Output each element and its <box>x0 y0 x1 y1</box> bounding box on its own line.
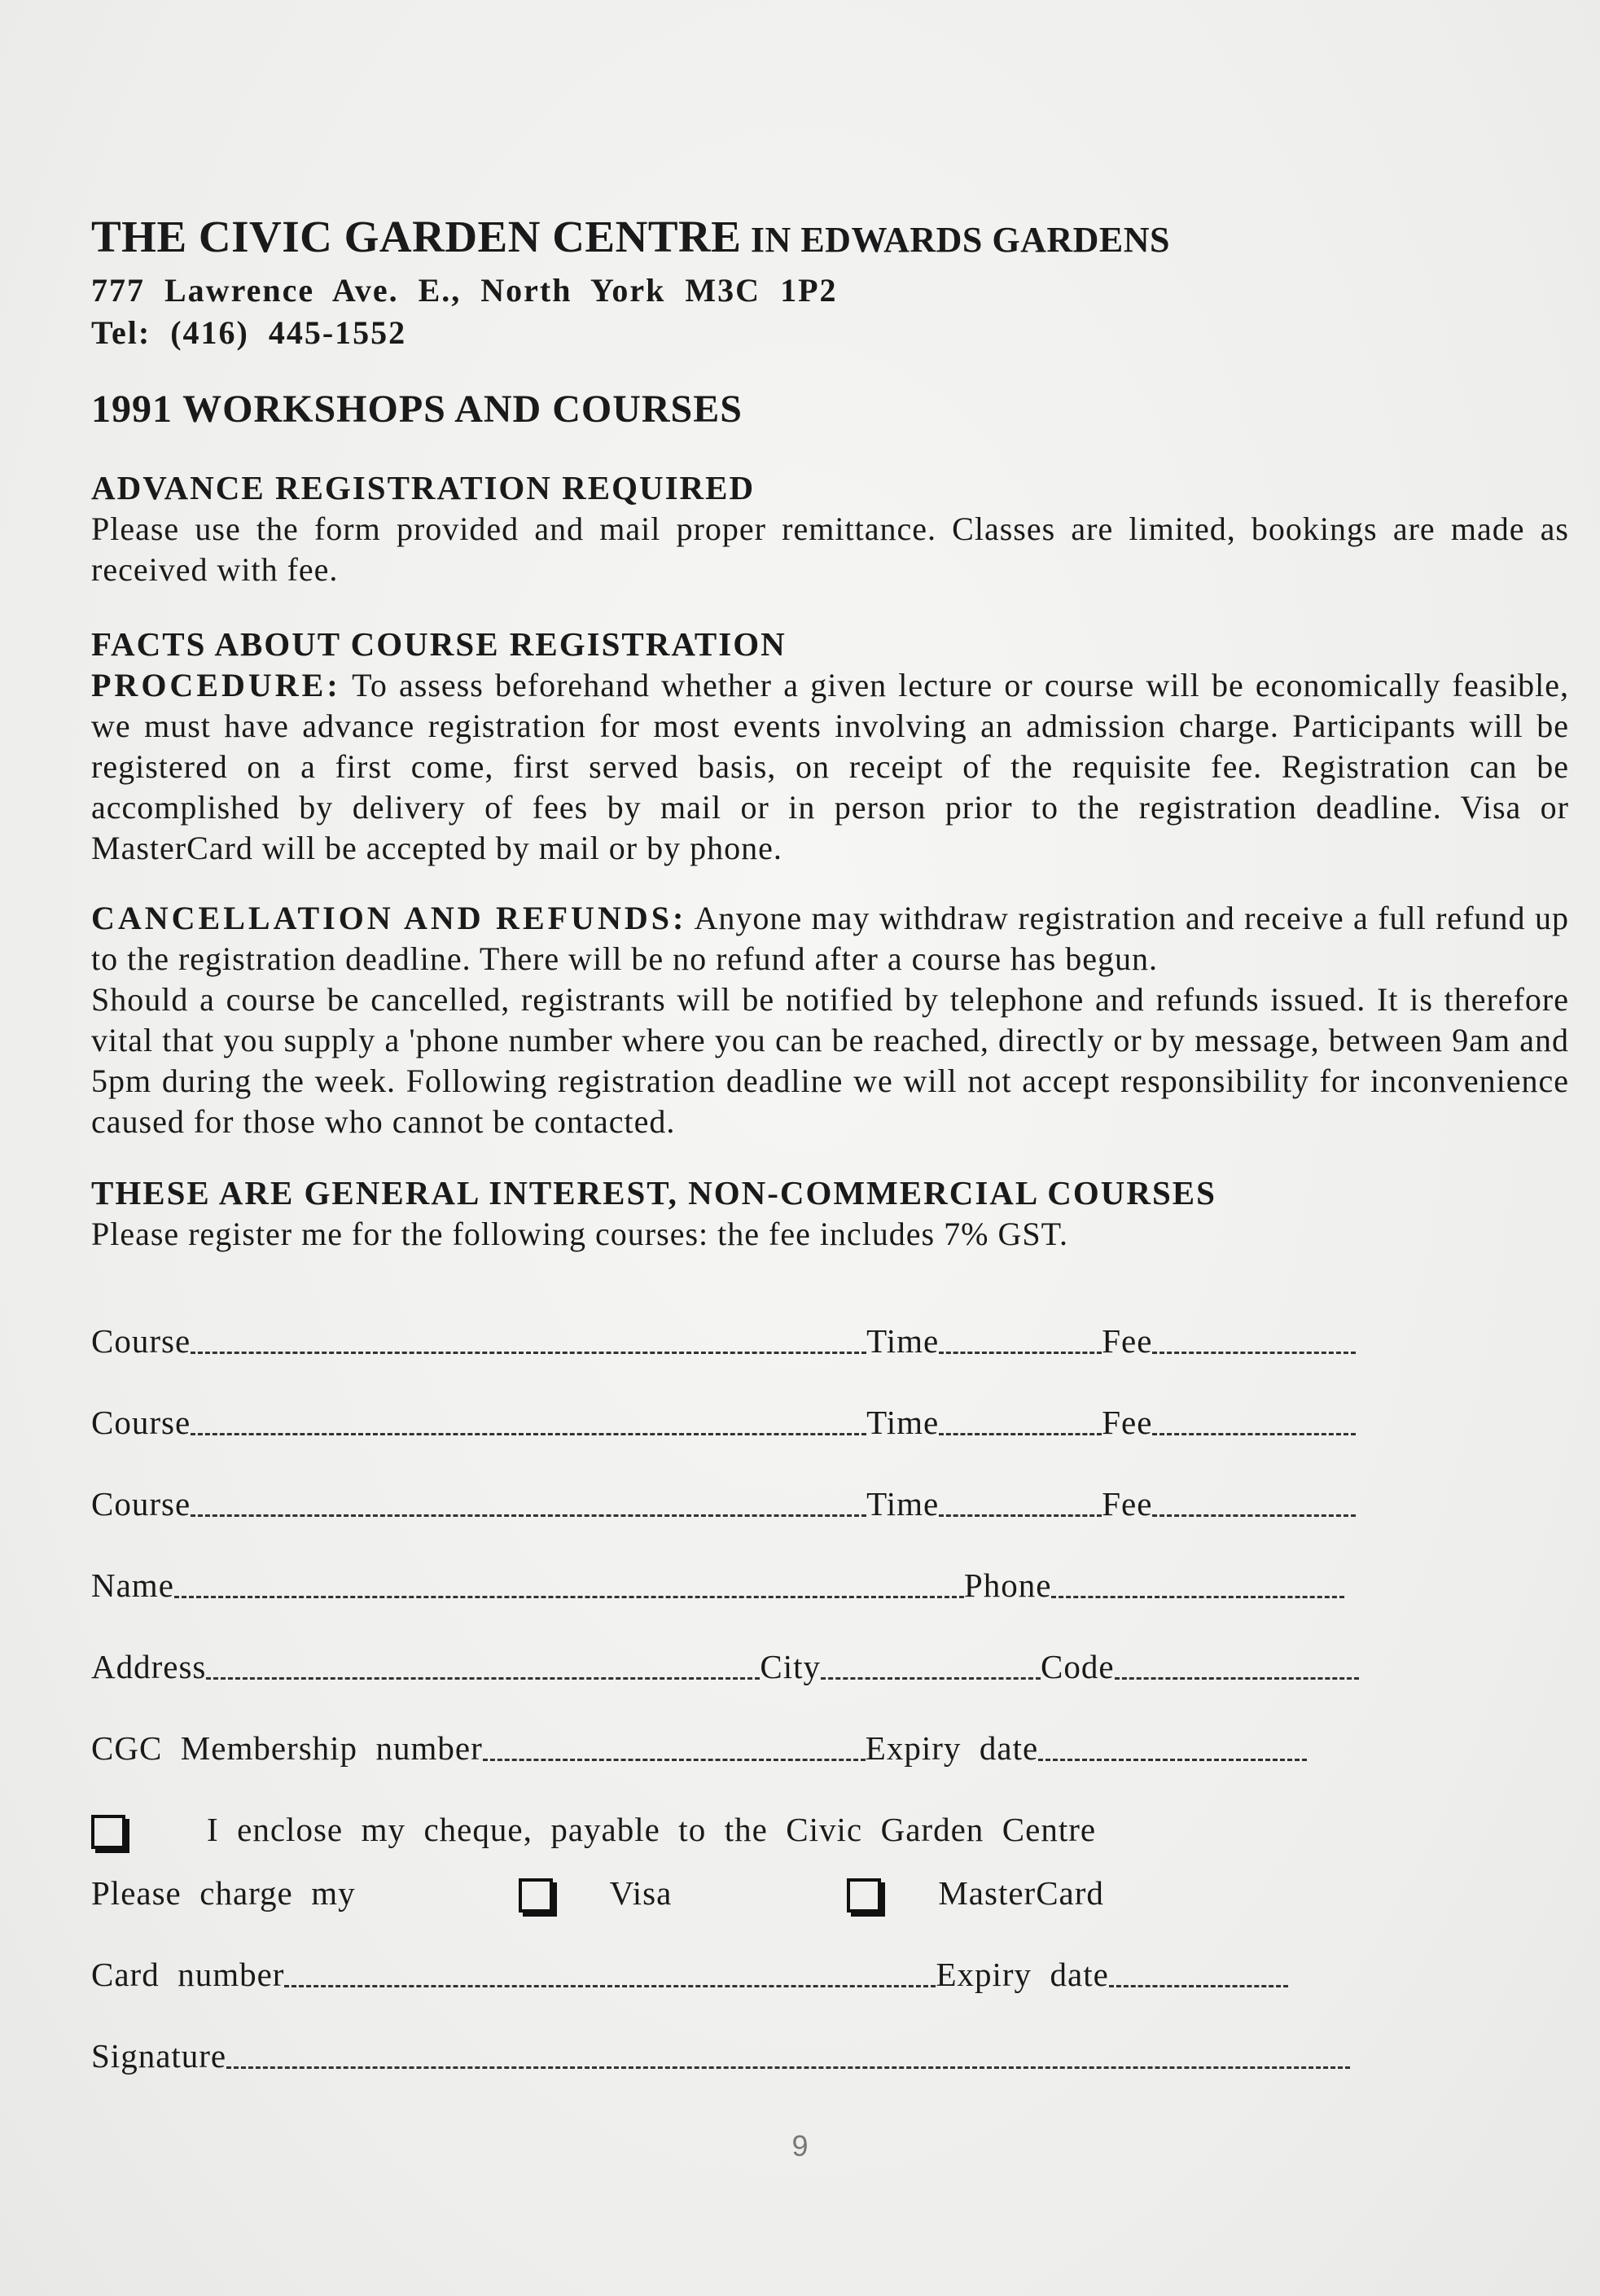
membership-expiry-field[interactable] <box>1038 1759 1307 1761</box>
course-label: Course <box>91 1322 191 1360</box>
page-title <box>91 208 1569 269</box>
card-expiry-field[interactable] <box>1109 1985 1288 1987</box>
cheque-label: I enclose my cheque, payable to the Civic Garden Centre <box>207 1811 1097 1848</box>
membership-field[interactable] <box>483 1759 866 1761</box>
card-expiry-label: Expiry date <box>936 1956 1109 1993</box>
procedure-lead: PROCEDURE: <box>91 667 341 703</box>
cheque-row <box>91 1768 1569 1849</box>
fee-label: Fee <box>1102 1485 1153 1523</box>
membership-label: CGC Membership number <box>91 1729 483 1767</box>
time-label: Time <box>866 1322 940 1360</box>
procedure-text: To assess beforehand whether a given lecture or course will be economically feasible, we must have advance registration for most events involving an admission charge. Participants will be registered on a first come, first served basis, on receipt of the requisite fee. Registration can be accomplished by delivery of fees by mail or in person prior to the registration deadline. Visa or MasterCard will be accepted by mail or by phone. <box>91 667 1569 866</box>
code-field[interactable] <box>1115 1677 1359 1680</box>
phone-label: Phone <box>963 1566 1052 1604</box>
visa-checkbox[interactable] <box>519 1878 553 1913</box>
time-label: Time <box>866 1404 940 1441</box>
registration-form <box>91 1279 1569 2075</box>
section-title: 1991 WORKSHOPS AND COURSES <box>91 388 743 431</box>
course-row-2 <box>91 1361 1569 1442</box>
course-field[interactable] <box>191 1433 866 1435</box>
name-row <box>91 1523 1569 1605</box>
phone-field[interactable] <box>1051 1596 1344 1598</box>
title-main: THE CIVIC GARDEN CENTRE <box>91 212 742 261</box>
page-content <box>91 208 1569 2075</box>
fee-label: Fee <box>1102 1322 1153 1360</box>
procedure-paragraph <box>91 665 1569 869</box>
address-line: 777 Lawrence Ave. E., North York M3C 1P2 <box>91 272 838 309</box>
facts-heading: FACTS ABOUT COURSE REGISTRATION <box>91 625 787 663</box>
course-row-1 <box>91 1279 1569 1361</box>
fee-field[interactable] <box>1152 1433 1356 1435</box>
signature-field[interactable] <box>226 2066 1350 2069</box>
cheque-checkbox[interactable] <box>91 1815 125 1849</box>
telephone-line: Tel: (416) 445-1552 <box>91 314 407 351</box>
fee-field[interactable] <box>1152 1514 1356 1517</box>
cancellation-paragraph <box>91 898 1569 979</box>
cancellation-paragraph-2: Should a course be cancelled, registrants will be notified by telephone and refunds issued. It is therefore vital that you supply a 'phone number where you can be reached, directly or by message, between 9am and 5pm during the week. Following registration deadline we will not accept responsibility for inconvenience caused for those who cannot be contacted. <box>91 981 1569 1140</box>
charge-label: Please charge my <box>91 1874 356 1912</box>
address-row <box>91 1605 1569 1686</box>
fee-label: Fee <box>1102 1404 1153 1441</box>
general-text: Please register me for the following courses: the fee includes 7% GST. <box>91 1216 1069 1252</box>
course-label: Course <box>91 1404 191 1441</box>
mastercard-checkbox[interactable] <box>847 1878 881 1913</box>
title-sub: IN EDWARDS GARDENS <box>741 220 1171 260</box>
time-label: Time <box>866 1485 940 1523</box>
signature-row <box>91 1994 1569 2075</box>
page-number: 9 <box>791 2129 809 2162</box>
cancellation-text: Anyone may withdraw registration and receive a full refund up to the registration deadline. There will be no refund after a course has begun. <box>91 900 1569 977</box>
membership-expiry-label: Expiry date <box>865 1729 1039 1767</box>
name-field[interactable] <box>174 1596 964 1598</box>
time-field[interactable] <box>939 1514 1102 1517</box>
city-label: City <box>760 1648 822 1685</box>
mastercard-label: MasterCard <box>938 1874 1104 1912</box>
card-number-label: Card number <box>91 1956 285 1993</box>
fee-field[interactable] <box>1152 1352 1356 1354</box>
course-row-3 <box>91 1442 1569 1523</box>
advance-text: Please use the form provided and mail proper remittance. Classes are limited, bookings are made as received with fee. <box>91 510 1569 588</box>
name-label: Name <box>91 1566 174 1604</box>
course-field[interactable] <box>191 1352 866 1354</box>
course-label: Course <box>91 1485 191 1523</box>
general-heading: THESE ARE GENERAL INTEREST, NON-COMMERCIAL COURSES <box>91 1174 1216 1212</box>
card-row <box>91 1913 1569 1994</box>
time-field[interactable] <box>939 1352 1102 1354</box>
course-field[interactable] <box>191 1514 866 1517</box>
visa-label: Visa <box>609 1874 673 1912</box>
cancellation-lead: CANCELLATION AND REFUNDS: <box>91 900 687 936</box>
membership-row <box>91 1686 1569 1768</box>
city-field[interactable] <box>821 1677 1041 1680</box>
advance-heading: ADVANCE REGISTRATION REQUIRED <box>91 469 756 506</box>
address-label: Address <box>91 1648 207 1685</box>
time-field[interactable] <box>939 1433 1102 1435</box>
address-field[interactable] <box>206 1677 760 1680</box>
signature-label: Signature <box>91 2037 227 2075</box>
card-number-field[interactable] <box>284 1985 936 1987</box>
charge-row <box>91 1849 1569 1913</box>
code-label: Code <box>1041 1648 1115 1685</box>
